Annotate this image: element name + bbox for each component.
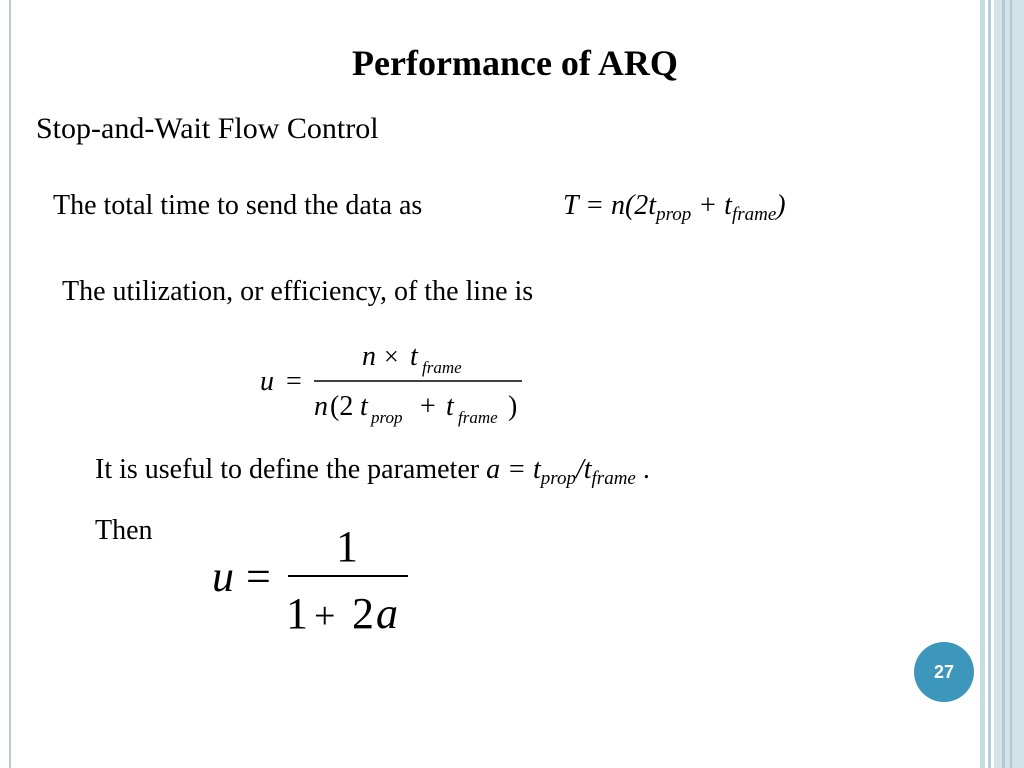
final-eq: = bbox=[246, 552, 271, 601]
page-number-badge: 27 bbox=[914, 642, 974, 702]
slide-subtitle: Stop-and-Wait Flow Control bbox=[36, 112, 379, 145]
formula-num-n: n bbox=[362, 341, 376, 372]
slide-frame-right-line bbox=[1002, 0, 1005, 768]
then-text: Then bbox=[95, 515, 153, 546]
slide-frame-right-line bbox=[1010, 0, 1012, 768]
slide-frame-left bbox=[9, 0, 11, 768]
slide-frame-right-band bbox=[994, 0, 1024, 768]
formula-num-frame: frame bbox=[422, 358, 462, 377]
utilization-text: The utilization, or efficiency, of the line is bbox=[62, 276, 534, 307]
formula-den-t: t bbox=[360, 391, 368, 422]
final-u: u bbox=[212, 552, 234, 601]
formula-den-open: (2 bbox=[330, 391, 354, 422]
formula-u: u bbox=[260, 366, 274, 397]
formula-den-n: n bbox=[314, 391, 328, 422]
formula-times: × bbox=[384, 342, 399, 371]
slide-title: Performance of ARQ bbox=[352, 43, 678, 83]
formula-eq: = bbox=[286, 366, 302, 397]
total-time-text: The total time to send the data as bbox=[53, 190, 423, 221]
final-den-plus: + bbox=[314, 595, 336, 637]
final-den-1: 1 bbox=[286, 589, 308, 638]
param-text: It is useful to define the parameter bbox=[95, 454, 480, 485]
total-time-formula: $T = n(2t_{prop} + t_{frame})$ bbox=[563, 190, 786, 225]
utilization-formula bbox=[250, 335, 550, 435]
final-num: 1 bbox=[336, 522, 358, 571]
param-line: It is useful to define the parameter $a = t_{prop}/t_{frame}$ . bbox=[95, 454, 650, 489]
final-formula bbox=[200, 515, 430, 640]
slide-frame-right bbox=[980, 0, 985, 768]
formula-den-close: ) bbox=[508, 391, 518, 422]
formula-den-frame: frame bbox=[458, 408, 498, 427]
final-den-a: a bbox=[376, 589, 398, 638]
formula-den-plus: + bbox=[420, 391, 436, 422]
formula-den-t2: t bbox=[446, 391, 454, 422]
param-formula: $a = t_{prop}/t_{frame}$ bbox=[486, 454, 636, 489]
slide-frame-right-line bbox=[988, 0, 991, 768]
final-den-2: 2 bbox=[352, 589, 374, 638]
formula-den-prop: prop bbox=[371, 408, 403, 427]
formula-num-t: t bbox=[410, 341, 418, 372]
